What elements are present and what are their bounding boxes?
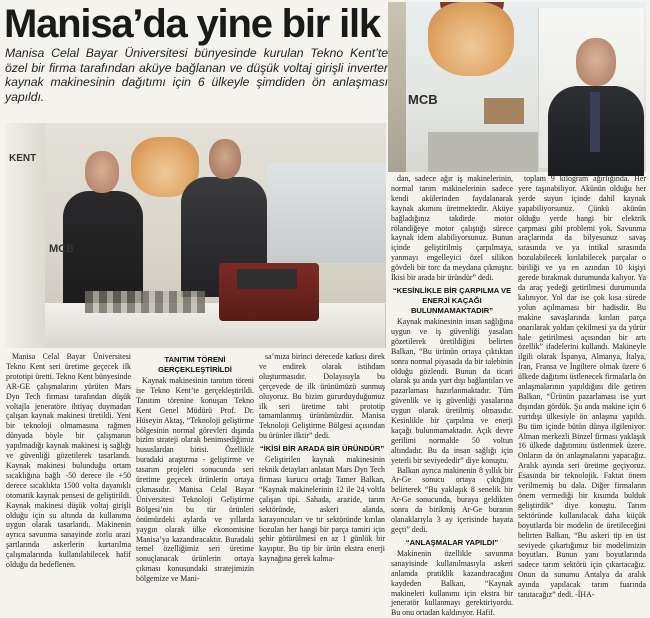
photo-officials xyxy=(388,2,646,172)
headline: Manisa’da yine bir ilk xyxy=(4,2,380,46)
photo-plant-shape xyxy=(388,2,406,172)
caption-text: Manisa Celal Bayar Üniversitesi Tekno Kent seri üretime geçecek ilk prototipi üretti. Tekno Kent bünyesinde AR-GE çalışmalarını yürüten Mars Dyn Tech firması tarafından düşük voltajla jeneratöre ihtiyaç duymadan çalışan kaynak makinesi üretildi. Yeni bir teknoloji olmamasına rağmen dünyada böyle bir çalışmanın yapılmadığı kaynak makinesi iş sağlığı ve güvenliği gözetilerek tasarlandı. Kaynak makinesi bulunduğu ortam sıcaklığına bağlı -50 derece ile +50 derece sıcaklıkta 1500 volta dayanıklı otomatik kaynak pensesi de geliştirildi. Kaynak makinesi düşük voltaj girişli olduğu için su altında da kullanıma uygun olarak tasarlandı. Makinenin ayrıca savunma sanayinde zorlu arazi şartlarında askerlerin kurtarılma çalışmalarında kullanılabilecek hafif olduğu da hedeflenen. xyxy=(6,352,131,570)
subheading-agreements: “ANLAŞMALAR YAPILDI” xyxy=(405,537,499,547)
photo-right-label: MCB xyxy=(408,92,438,107)
paragraph: Geliştirilen kaynak makinesinin teknik detayları anlatan Mars Dyn Tech firması kurucu ortağı Tamer Balkan, “Kaynak makinelerinin 12 ile 24 voltla çalışan tipi. Sahada, arazide, tarım sektöründe, askeri alanda, karayoncuları ve tır sektöründe kırılan bozulan her hangi bir parça tamiri için şehir götürülmesi en az 1 günlük bir kayıptır. Bu tip bir ürün ekstra enerji kaynağına gerek kalma- xyxy=(259,455,385,564)
photo-devices xyxy=(85,291,205,313)
photo-man-tie xyxy=(590,92,600,152)
paragraph: Makinenin özellikle savunma sanayisinde kullanılmasıyla askeri anlamda pratiklik kazandıracağını kaydeden Balkan, “Kaynak makineleri kullanımı için ekstra bir jeneratör kullanmayı gerektiriyordu. Bu onu ortadan kaldırıyor. Hafif. xyxy=(391,548,513,618)
paragraph: dan, sadece ağır iş makinelerinin, normal tarım makinelerinin sadece kendi akülerinden faydalanarak kaynak akımını üretmektedir. Aküye bağladığınız takdirde motor rölandiğeye motor çalıştığı sürece kaynak idem alabiliyorsunuz. Bunun içinde geliştirilmiş çarpılmaya, yanmayı engelleyici özel silikon gövdeli bir torc da meydana çıkmıştır. İkisi bir arada bir üründür” dedi. xyxy=(391,174,513,283)
photo-mascot xyxy=(428,2,514,76)
paragraph: Balkan ayrıca makinenin 8 yıllık bir Ar-Ge sonucu ortaya çıktığını belirterek “Bu yaklaşık 8 senelik bir Ar-Ge sonucunda, buraya geldikten sonra da birikmiş Ar-Ge buranın olanaklarıyla 3 ay içerisinde hayata geçti” dedi. xyxy=(391,465,513,534)
article-column-1 xyxy=(136,352,254,584)
photo-sign xyxy=(484,98,524,124)
article-column-4 xyxy=(518,174,646,600)
subheading-two-in-one: “İKİSİ BİR ARADA BİR ÜRÜNDÜR” xyxy=(259,444,385,454)
photo-poster xyxy=(267,163,386,263)
photo-machine-panel xyxy=(237,269,297,289)
photo-man-head xyxy=(576,38,616,86)
photo-main-label: MCB xyxy=(49,243,75,255)
deck-subheadline: Manisa Celal Bayar Üniversitesi bünyesinde kurulan Tekno Kent’te özel bir firma tarafından aküye bağlanan ve düşük voltaj girişli inverter kaynak makinesinin dağıtımı için 6 ülkeyle şimdiden ön anlaşması yapıldı. xyxy=(5,46,388,104)
subheading-ceremony: TANITIM TÖRENİ GERÇEKLEŞTİRİLDİ xyxy=(158,355,232,374)
photo-cabinet xyxy=(428,132,538,172)
photo-caption xyxy=(6,352,131,570)
photo-welding-machine-presentation xyxy=(5,123,386,348)
paragraph: Kaynak makinesinin insan sağlığına uygun ve iş güvenliği yasaları gözetilerek üretildiğini belirten Balkan, “Bu ürünün ortaya çıktıktan sonra normal piyasada da bir talebinin olduğu gözlendi. Bunun da ticari olarak şu anda yurt dışı bağlantıları ve pazarlaması hazırlanmaktadır. Tüm güvenlik ve iş güvenliği yasalarına uygun olarak üretilmiş olmasıdır. Kesinlikle bir çarpılma ve enerji kaçağı bulunmamaktadır. Açık devre gerilimi normalde 50 voltun altındadır. Bu da insan sağlığı için yeterli bir seviyededir” diye konuştu. xyxy=(391,316,513,465)
photo-person-right-head xyxy=(209,139,241,179)
paragraph: sa’mıza birinci derecede katkısı direk ve endirek olarak istihdam oluşturmasıdır. Dolayısıyla bu çerçevede de ilk ürünümüzü sunmuş oluyoruz. Bu bizim gururduyduğumuz ilk seri üretime tabi prototip tamamlanmış ürünümüzdür. Manisa Teknoloji Geliştirme Bölgesi açısından bu ürünler ilktir” dedi. xyxy=(259,352,385,441)
photo-tent-label: KENT xyxy=(9,153,37,164)
paragraph: toplam 9 kilogram ağırlığında. Her yere taşınabiliyor. Akünün olduğu her yerde suyun içinde dahil kaynak yapabiliyorsunuz. Çünkü akünün olduğu yerde hangi bir elektrik çarpması gibi problemi yok. Savunma araçlarında da bilyesunuz savaş sırasında ve ya intikal sırasında bozulabilecek kırılabilecek parçalar o biriliği ve ya en azından 10 kişiyi gerede bırakmak durumunda kalıyor. Ya da araç yedeği getirilmesi durumunda kalınıyor. Yol dar ise çok kısa sürede yolun açılmaması bir hadisdir. Bu makine savaşlarında kırılan parça onarılarak yoldan çekilmesi ya da yürür hale getirilmesi açısından bir artı özellik” ifadelerini kullandı. Makineyle ilgili olarak İspanya, Almanya, İtalya, İran, Fransa ve İngiltere olmak üzere 6 ülkede dağıtımı üstlenecek firmalarla ön anlaşmalarının yapıldığını dile getiren Balkan, “Ürünün pazarlaması ise yurt dışından gördük. Şu anda makine için 6 yurtdışı ülkesiyle ön anlaşma yapıldı. Bu tüm içinde bütün dünya ilgileniyor. Alman merkezli Binzel firması yaklaşık 16 ülkede dağıtımını üstlenmek üzere. Onların da ön anlaşmalarını yapacağız. Aralık ayında seri üretime geçiyoruz. Esasında bir teknolojik. Faktat önem verilmemiş bu dala. Diğer firmaların önem vermediği bir kısımda bulduk geliştirdik” diye konuştu. Tarım sektöründe kullanılacak daha küçük boyutlarda bir modelin de üretileceğini belirten Balkan, “Bu askeri tip en üst seviyede çıkartığımız bir modelimizin boyutları. Bunun yanı boyutlarında sadece tarım sektörü için çıkartacağız. Onun da sunumu Antalya da aralık ayında yapılacak tarım fuarında tanıtacağız” dedi. -İHA- xyxy=(518,174,646,600)
article-column-2 xyxy=(259,352,385,564)
subheading-no-leakage: “KESİNLİKLE BİR ÇARPILMA VE ENERJİ KAÇAĞI BULUNMAMAKTADIR” xyxy=(392,285,512,315)
article-column-3 xyxy=(391,174,513,618)
paragraph: Kaynak makinesinin tanıtım töreni ise Tekno Kent’te gerçekleştirildi. Tanıtım törenine konuşan Tekno Kent Genel Müdürü Prof. Dr. Hüseyin Aktaş, “Teknoloji geliştirme bölgesinin normal görevleri dışında bizim strateji olarak benimsediğimiz hususlardan birisi. Özellikle buradaki araştırma - geliştirme ve tasarım projeleri sonucunda seri üretime geçecek ürünlerin ortaya çıkmasıdır. Manisa Celal Bayar Üniversitesi Teknoloji Geliştirme Bölgesi’nin bu tür ürünleri önümüzdeki aylarda ve yıllarda yaygın olarak ülke ekonomisine Manisa’ya kazandıracaktır. Buradaki temel özelliğimiz seri üretime sonuçlanacak ürünlerin ortaya çıkması konusundaki stratejimizin bölgemize ve Mani- xyxy=(136,376,254,584)
photo-person-left-head xyxy=(85,151,119,193)
